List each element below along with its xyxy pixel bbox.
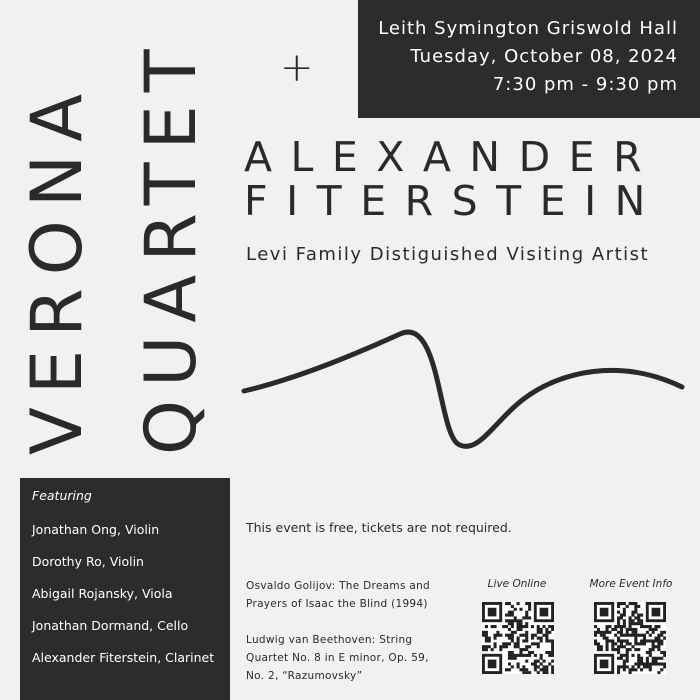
program-item: Ludwig van Beethoven: String Quartet No. 8 in E minor, Op. 59, No. 2, “Razumovsky” <box>246 634 429 682</box>
featuring-label: Featuring <box>32 488 92 503</box>
more-info-qr-code[interactable] <box>594 602 666 674</box>
live-online-qr-code[interactable] <box>482 602 554 674</box>
featuring-panel <box>20 478 230 700</box>
free-event-notice: This event is free, tickets are not required. <box>246 520 512 535</box>
guest-last-name: FITERSTEIN <box>244 177 664 225</box>
program-item: Osvaldo Golijov: The Dreams and Prayers of Isaac the Blind (1994) <box>246 580 431 610</box>
performer-item: Alexander Fiterstein, Clarinet <box>32 650 215 665</box>
guest-first-name: ALEXANDER <box>244 133 661 181</box>
guest-title: Levi Family Distiguished Visiting Artist <box>246 244 650 265</box>
performer-item: Jonathan Ong, Violin <box>32 522 160 537</box>
ensemble-name-line2: QUARTET <box>130 36 212 455</box>
ensemble-name-line1: VERONA <box>16 80 98 455</box>
performer-item: Dorothy Ro, Violin <box>32 554 144 569</box>
plus-sign: + <box>280 45 314 91</box>
performer-item: Jonathan Dormand, Cello <box>32 618 189 633</box>
performer-item: Abigail Rojansky, Viola <box>32 586 173 601</box>
live-online-label: Live Online <box>487 578 547 590</box>
venue-name: Leith Symington Griswold Hall <box>378 18 678 39</box>
event-time: 7:30 pm - 9:30 pm <box>492 74 678 95</box>
event-date: Tuesday, October 08, 2024 <box>410 46 678 67</box>
more-info-label: More Event Info <box>589 578 673 590</box>
